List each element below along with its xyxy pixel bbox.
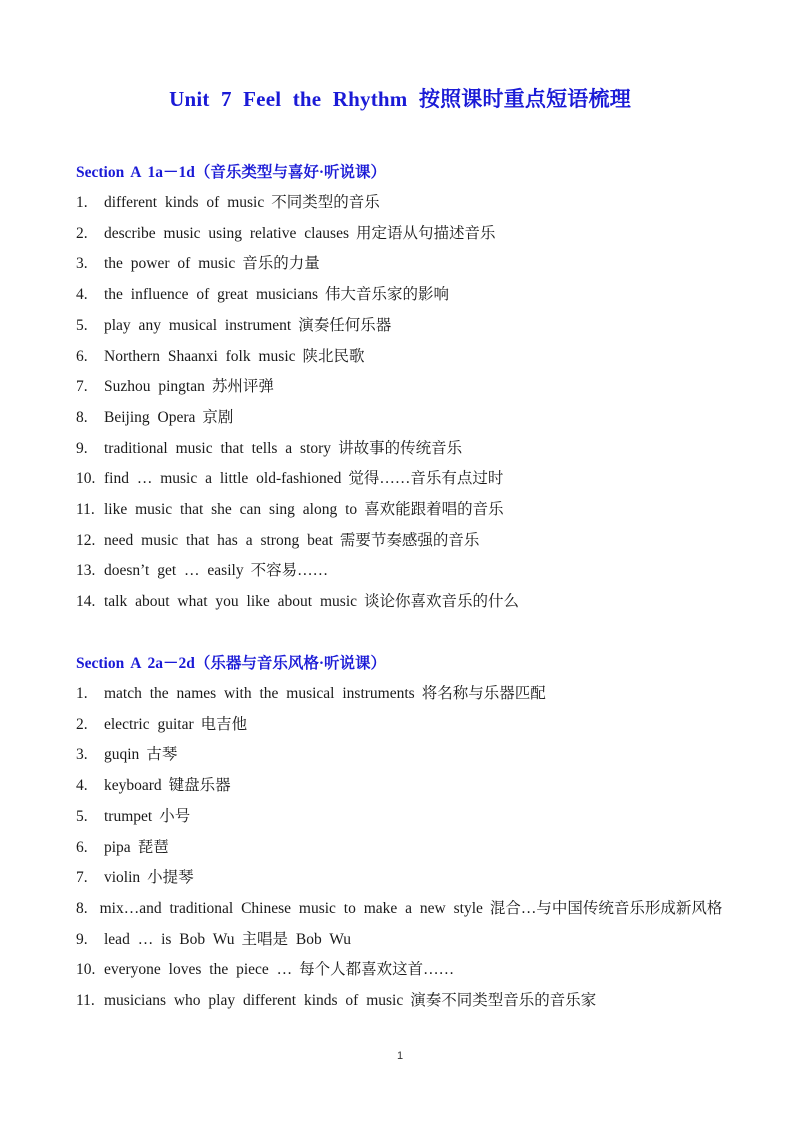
item-number: 13. [76, 562, 96, 580]
item-chinese: 主唱是 Bob Wu [241, 930, 352, 948]
item-number: 1. [76, 194, 88, 211]
item-english: lead … is Bob Wu [104, 930, 235, 948]
item-number: 8. [76, 899, 88, 917]
item-number: 10. [76, 961, 96, 979]
item-number: 3. [76, 746, 88, 764]
item-english: violin [104, 869, 141, 887]
item-number: 6. [76, 838, 88, 856]
item-number: 9. [76, 930, 88, 948]
list-item [76, 679, 740, 710]
item-english: the influence of great musicians [104, 286, 318, 304]
item-chinese: 谈论你喜欢音乐的什么 [364, 593, 520, 611]
section-a-2a-2d [76, 648, 740, 1017]
item-chinese: 不容易…… [250, 562, 329, 580]
item-number: 9. [76, 439, 88, 457]
item-chinese: 京剧 [202, 408, 234, 426]
item-number: 14. [76, 593, 96, 611]
item-english: Suzhou pingtan [104, 378, 205, 396]
item-chinese: 不同类型的音乐 [271, 194, 380, 211]
page-number: 1 [396, 1050, 404, 1062]
item-english: find … music a little old-fashioned [104, 470, 342, 488]
item-chinese: 觉得……音乐有点过时 [348, 470, 504, 488]
item-chinese: 小提琴 [147, 869, 194, 887]
item-chinese: 苏州评弹 [211, 378, 274, 396]
item-english: like music that she can sing along to [104, 501, 358, 519]
item-chinese: 喜欢能跟着唱的音乐 [364, 501, 504, 519]
item-english: musicians who play different kinds of music [104, 992, 404, 1010]
item-chinese: 混合…与中国传统音乐形成新风格 [489, 899, 723, 917]
item-english: talk about what you like about music [104, 593, 358, 611]
item-english: Northern Shaanxi folk music [104, 347, 296, 365]
item-chinese: 将名称与乐器匹配 [421, 685, 546, 702]
item-chinese: 用定语从句描述音乐 [355, 224, 496, 242]
list-item [76, 802, 740, 833]
item-chinese: 需要节奏感强的音乐 [339, 531, 480, 549]
item-chinese: 电吉他 [200, 715, 248, 733]
item-english: need music that has a strong beat [104, 531, 333, 549]
item-number: 4. [76, 286, 88, 304]
item-number: 3. [76, 255, 88, 273]
item-chinese: 小号 [159, 807, 191, 825]
item-english: guqin [104, 746, 140, 764]
item-number: 8. [76, 408, 88, 426]
item-chinese: 每个人都喜欢这首…… [299, 961, 455, 979]
section-heading: Section A 1a－1d（音乐类型与喜好·听说课） [76, 164, 386, 181]
list-item [76, 434, 740, 465]
item-number: 7. [76, 869, 88, 887]
item-chinese: 琵琶 [137, 838, 169, 856]
item-number: 5. [76, 807, 88, 825]
item-english: different kinds of music [104, 194, 265, 211]
list-item [76, 955, 740, 986]
section-heading: Section A 2a－2d（乐器与音乐风格·听说课） [76, 655, 386, 672]
section-a-1a-1d [76, 157, 740, 618]
item-chinese: 伟大音乐家的影响 [324, 286, 449, 304]
list-item [76, 188, 740, 219]
item-english: electric guitar [104, 715, 194, 733]
list-item [76, 342, 740, 373]
item-number: 2. [76, 224, 88, 242]
list-item [76, 219, 740, 250]
list-item [76, 740, 740, 771]
item-english: trumpet [104, 807, 153, 825]
item-english: play any musical instrument [104, 316, 292, 334]
list-item [76, 833, 740, 864]
item-english: pipa [104, 838, 131, 856]
item-number: 5. [76, 316, 88, 334]
item-chinese: 音乐的力量 [242, 255, 320, 273]
item-number: 2. [76, 715, 88, 733]
item-chinese: 陕北民歌 [302, 347, 365, 365]
list-item [76, 771, 740, 802]
list-item [76, 403, 740, 434]
list-item [76, 925, 740, 956]
item-number: 4. [76, 777, 88, 795]
item-english: everyone loves the piece … [104, 961, 293, 979]
list-item [76, 280, 740, 311]
list-item [76, 249, 740, 280]
list-item [76, 863, 740, 894]
list-item [76, 986, 740, 1017]
list-item [76, 894, 740, 925]
item-number: 10. [76, 470, 96, 488]
list-item [76, 556, 740, 587]
item-number: 6. [76, 347, 88, 365]
item-number: 11. [76, 992, 95, 1010]
item-chinese: 讲故事的传统音乐 [338, 439, 463, 457]
list-item [76, 311, 740, 342]
item-number: 11. [76, 501, 95, 519]
list-item [76, 526, 740, 557]
list-item [76, 587, 740, 618]
item-english: mix…and traditional Chinese music to make a new style [99, 899, 483, 917]
list-item [76, 495, 740, 526]
item-english: match the names with the musical instruments [104, 685, 415, 702]
item-english: traditional music that tells a story [104, 439, 332, 457]
item-chinese: 演奏任何乐器 [298, 316, 392, 334]
item-number: 1. [76, 685, 88, 702]
page-title: Unit 7 Feel the Rhythm 按照课时重点短语梳理 [169, 87, 631, 111]
list-item [76, 372, 740, 403]
item-chinese: 键盘乐器 [168, 777, 231, 795]
item-english: the power of music [104, 255, 236, 273]
list-item [76, 710, 740, 741]
item-chinese: 古琴 [146, 746, 178, 764]
item-number: 7. [76, 378, 88, 396]
item-english: doesn’t get … easily [104, 562, 244, 580]
item-number: 12. [76, 531, 96, 549]
item-chinese: 演奏不同类型音乐的音乐家 [410, 992, 597, 1010]
item-english: keyboard [104, 777, 162, 795]
item-english: describe music using relative clauses [104, 224, 349, 242]
list-item [76, 464, 740, 495]
item-english: Beijing Opera [104, 408, 196, 426]
